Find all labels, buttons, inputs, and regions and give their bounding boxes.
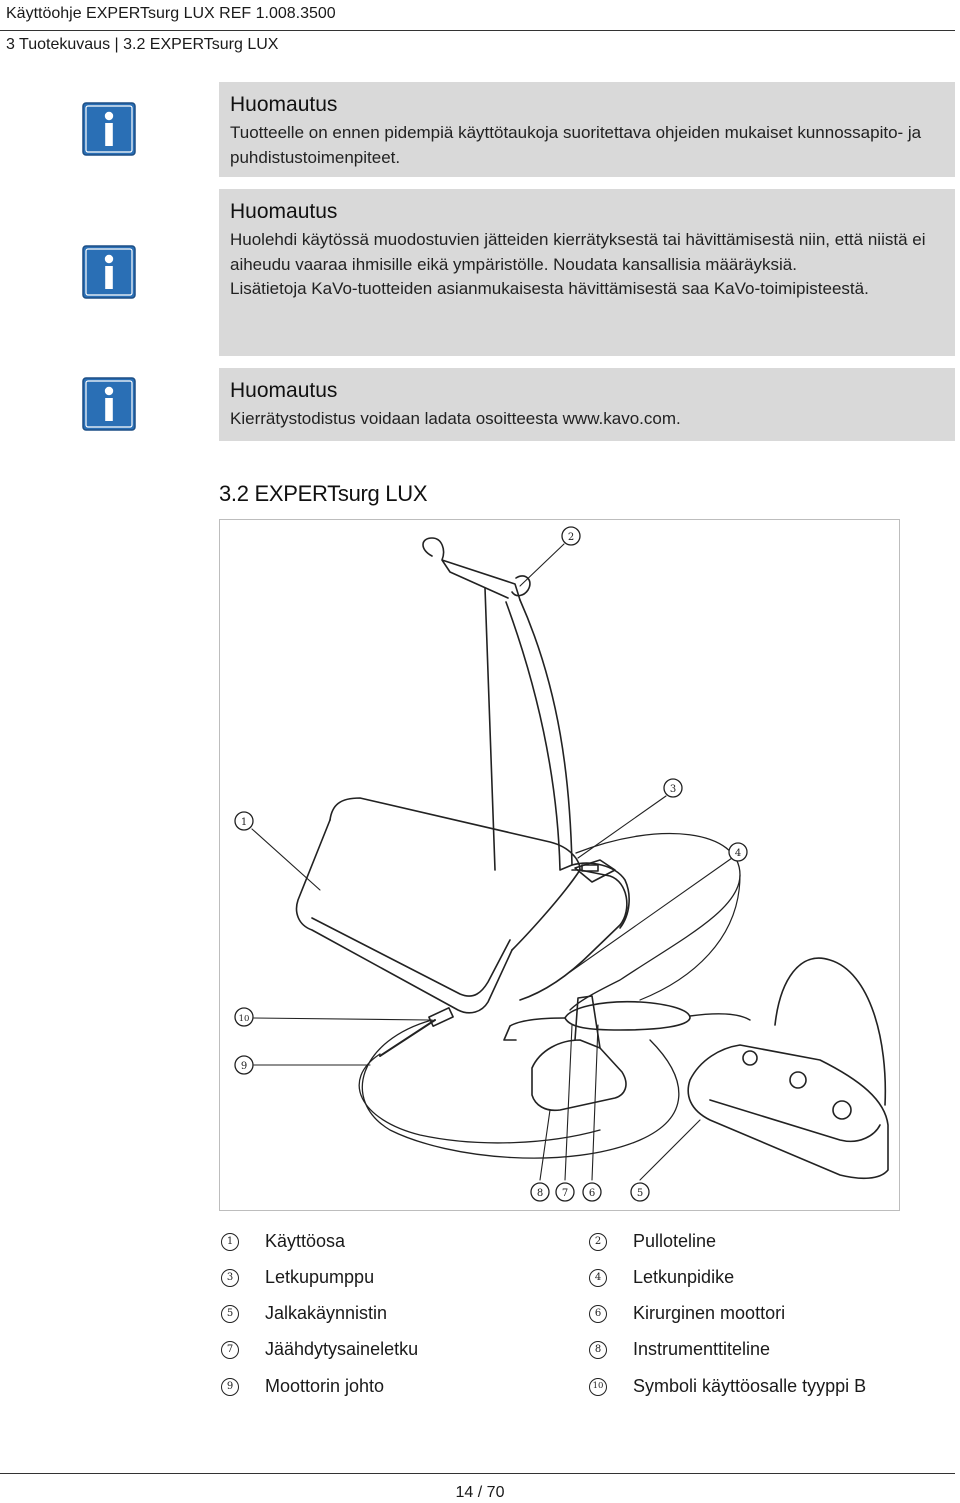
instrument-holder <box>532 1040 626 1110</box>
callout-label: 5 <box>636 1188 644 1199</box>
legend-label: Symboli käyttöosalle tyyppi B <box>633 1376 867 1396</box>
leader-line-2 <box>520 544 564 586</box>
legend-number: 6 <box>589 1305 607 1323</box>
leader-line-10 <box>254 1018 430 1020</box>
legend-label: Instrumenttiteline <box>633 1339 771 1359</box>
pump-tube <box>570 834 740 1010</box>
foot-control-top <box>710 1100 880 1141</box>
foot-button-3 <box>833 1101 851 1119</box>
callout-label: 6 <box>588 1188 596 1199</box>
footer-divider <box>0 1473 955 1474</box>
callout-label: 10 <box>238 1014 250 1024</box>
legend-label: Moottorin johto <box>265 1376 385 1396</box>
info-icon <box>82 245 136 299</box>
motor-cable-loop-inner <box>359 1054 600 1143</box>
legend-item <box>589 1267 734 1288</box>
note-text: Tuotteelle on ennen pidempiä käyttötaukoja suoritettava ohjeiden mukaiset kunnossapito- ja puhdistustoimenpiteet. <box>230 123 922 167</box>
callout-label: 4 <box>734 848 742 859</box>
note-box-disposal <box>219 189 955 356</box>
leader-line-1 <box>252 829 320 890</box>
info-icon <box>82 377 136 431</box>
product-illustration <box>219 519 900 1211</box>
callout-label: 7 <box>561 1188 569 1199</box>
legend-number: 2 <box>589 1233 607 1251</box>
legend-item <box>589 1303 785 1324</box>
legend-label: Pulloteline <box>633 1231 717 1251</box>
foot-control-body <box>688 1045 888 1178</box>
leader-line-3 <box>578 796 666 858</box>
breadcrumb: 3 Tuotekuvaus | 3.2 EXPERTsurg LUX <box>6 36 279 53</box>
document-title: Käyttöohje EXPERTsurg LUX REF 1.008.3500 <box>6 5 336 22</box>
motor-cable <box>380 1020 435 1056</box>
legend-number: 3 <box>221 1269 239 1287</box>
legend-item <box>589 1376 866 1397</box>
foot-cable <box>640 875 740 1000</box>
control-unit-front <box>297 820 512 1013</box>
note-box-maintenance <box>219 82 955 177</box>
note-text: Lisätietoja KaVo-tuotteiden asianmukaisesta hävittämisestä saa KaVo-toimipisteestä. <box>230 279 869 298</box>
callout-label: 8 <box>536 1188 544 1199</box>
legend-label: Letkupumppu <box>265 1267 375 1287</box>
leader-line-8 <box>540 1110 550 1180</box>
legend-item <box>221 1339 418 1360</box>
callout-label: 2 <box>567 532 575 543</box>
legend-number: 9 <box>221 1378 239 1396</box>
legend-item <box>221 1267 374 1288</box>
callout-label: 1 <box>240 817 248 828</box>
note-title: Huomautus <box>230 379 338 402</box>
stand-pole-front <box>506 600 572 870</box>
legend-number: 7 <box>221 1341 239 1359</box>
section-title: 3.2 EXPERTsurg LUX <box>219 481 428 506</box>
contra-angle <box>504 1018 565 1040</box>
product-drawing <box>220 520 901 1212</box>
legend-item <box>589 1231 716 1252</box>
callout-label: 3 <box>669 784 677 795</box>
info-icon <box>82 102 136 156</box>
legend-label: Käyttöosa <box>265 1231 346 1251</box>
bottle-holder <box>423 538 520 600</box>
page-number: 14 / 70 <box>455 1484 505 1501</box>
note-text: Kierrätystodistus voidaan ladata osoitteesta www.kavo.com. <box>230 409 681 428</box>
motor-hose <box>690 1014 750 1020</box>
legend-label: Jäähdytysaineletku <box>265 1339 419 1359</box>
legend-label: Jalkakäynnistin <box>265 1303 388 1323</box>
note-title: Huomautus <box>230 200 338 223</box>
legend-item <box>589 1339 770 1360</box>
legend-number: 1 <box>221 1233 239 1251</box>
motor-connector <box>429 1008 453 1026</box>
leader-line-5 <box>640 1120 700 1180</box>
legend-label: Letkunpidike <box>633 1267 735 1287</box>
legend-number: 8 <box>589 1341 607 1359</box>
note-box-recycling <box>219 368 955 441</box>
legend-item <box>221 1376 384 1397</box>
foot-control-frame <box>775 958 885 1105</box>
legend-item <box>221 1231 345 1252</box>
foot-button-2 <box>790 1072 806 1088</box>
control-unit-side <box>512 870 627 1000</box>
note-title: Huomautus <box>230 93 338 116</box>
control-unit-top <box>330 798 580 870</box>
callout-label: 9 <box>240 1061 248 1072</box>
motor-cable-loop-outer <box>362 1020 679 1158</box>
foot-button-1 <box>743 1051 757 1065</box>
legend-number: 10 <box>589 1378 607 1396</box>
legend-label: Kirurginen moottori <box>633 1303 786 1323</box>
legend-item <box>221 1303 387 1324</box>
legend-number: 4 <box>589 1269 607 1287</box>
legend-number: 5 <box>221 1305 239 1323</box>
header-divider <box>0 30 955 31</box>
surgical-motor <box>565 1002 690 1030</box>
note-text: Huolehdi käytössä muodostuvien jätteiden kierrätyksestä tai hävittämisestä niin, että niistä ei aiheudu vaaraa ihmisille eikä ympäristölle. Noudata kansallisia määräyksiä. <box>230 230 926 274</box>
